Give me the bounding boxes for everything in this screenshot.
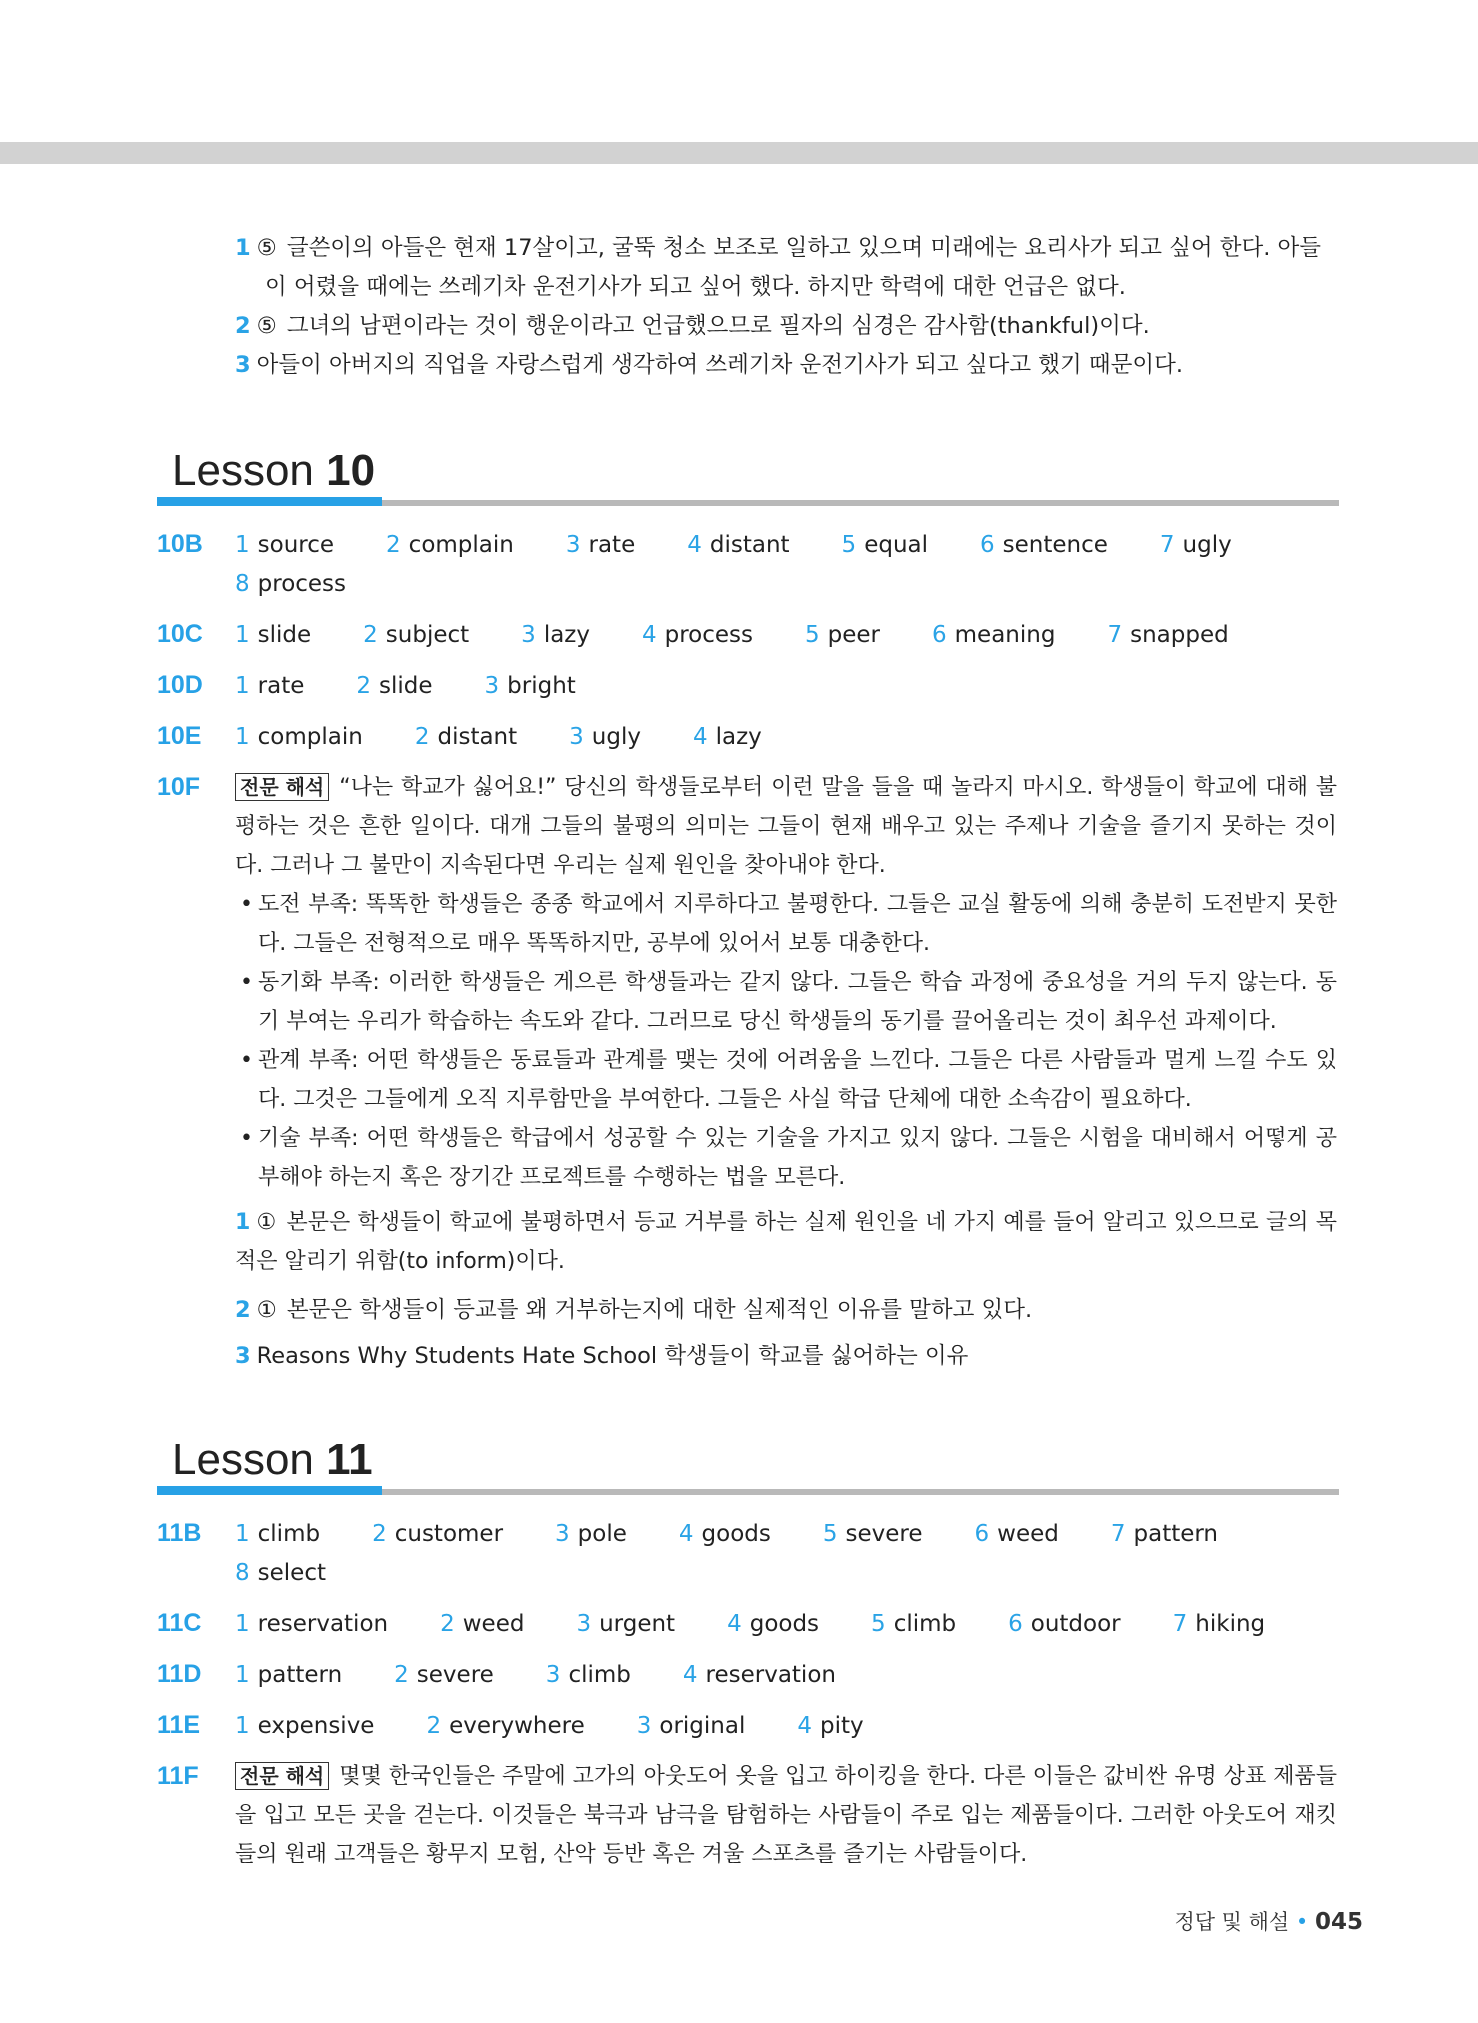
answer-number: 2: [356, 673, 371, 699]
answer-number: 1: [235, 724, 250, 750]
answer-text: slide: [257, 622, 312, 648]
answer-number: 4: [687, 532, 702, 558]
answer-text: pattern: [257, 1662, 343, 1688]
answer-number: 6: [974, 1521, 990, 1547]
answer-text: pattern: [1133, 1521, 1219, 1547]
answer-word: [235, 718, 363, 757]
answer-word: [485, 667, 576, 706]
answer-number: 7: [1110, 1521, 1126, 1547]
answer-number: 7: [1107, 622, 1123, 648]
answer-text: weed: [462, 1611, 525, 1637]
answer-word: [372, 1515, 503, 1554]
answer-text: distant: [437, 724, 518, 750]
bullet-item: • 기술 부족: 어떤 학생들은 학급에서 성공할 수 있는 기술을 가지고 있지 않다. 그들은 시험을 대비해서 어떻게 공부해야 하는지 혹은 장기간 프로젝트를 수행하는 법을 모른다.: [240, 1126, 1337, 1190]
exercise-code: 11C: [157, 1609, 202, 1637]
answer-word: [566, 526, 635, 565]
answer-row: [235, 1707, 1345, 1746]
answer-number: 2: [372, 1521, 387, 1547]
answer-word: [394, 1656, 494, 1695]
answer-text: sentence: [1002, 532, 1108, 558]
answer-row: [235, 526, 1345, 604]
answer-text: ugly: [1182, 532, 1232, 558]
answer-number: 1: [235, 532, 250, 558]
answer-word: [426, 1707, 584, 1746]
answer-word: [871, 1605, 956, 1644]
translation-paragraph: 전문 해석 “나는 학교가 싫어요!” 당신의 학생들로부터 이런 말을 들을 때 놀라지 마시오. 학생들이 학교에 대해 불평하는 것은 흔한 일이다. 대개 그들의 불평의 의미는 그들이 현재 배우고 있는 주제나 기술을 즐기지 못하는 것이다. 그러나 그 불만이 지속된다면 우리는 실제 원인을 찾아내야 한다.: [235, 775, 1337, 878]
answer-item: 1 ① 본문은 학생들이 학교에 불평하면서 등교 거부를 하는 실제 원인을 네 가지 예를 들어 알리고 있으므로 글의 목적은 알리기 위함(to inform)이다.: [235, 1210, 1337, 1274]
answer-text: climb: [893, 1611, 957, 1637]
answer-number: 3: [484, 673, 500, 699]
answer-word: [1111, 1515, 1218, 1554]
answer-number: 4: [641, 622, 657, 648]
answer-number: 1: [235, 673, 250, 699]
answer-word: [235, 616, 311, 655]
exercise-code: 11F: [157, 1762, 199, 1790]
answer-number: 6: [1008, 1611, 1023, 1637]
answer-word: [1107, 616, 1228, 655]
answer-number: 3: [576, 1611, 592, 1637]
answer-text: rate: [257, 673, 305, 699]
answer-number: 1: [235, 622, 250, 648]
answer-word: [235, 565, 346, 604]
answer-text: source: [257, 532, 335, 558]
answer-number: 4: [682, 1662, 698, 1688]
answer-word: [235, 1515, 320, 1554]
answer-text: complain: [257, 724, 363, 750]
answer-number: 7: [1159, 532, 1175, 558]
answer-word: [235, 1656, 342, 1695]
lesson-heading: Lesson 11: [172, 1435, 373, 1484]
answer-number: 3: [569, 724, 584, 750]
answer-number: 2: [394, 1662, 409, 1688]
answer-row: [235, 718, 1345, 757]
answer-item: 2 ① 본문은 학생들이 등교를 왜 거부하는지에 대한 실제적인 이유를 말하고 있다.: [235, 1297, 1033, 1323]
answer-text: reservation: [257, 1611, 389, 1637]
answer-number: 4: [797, 1713, 812, 1739]
answer-text: rate: [588, 532, 636, 558]
answer-row: [235, 1656, 1345, 1695]
bullet-item: • 관계 부족: 어떤 학생들은 동료들과 관계를 맺는 것에 어려움을 느낀다. 그들은 다른 사람들과 멀게 느낄 수도 있다. 그것은 그들에게 오직 지루함만을 부여한다. 그들은 사실 학급 단체에 대한 소속감이 필요하다.: [240, 1048, 1337, 1112]
answer-number: 5: [871, 1611, 886, 1637]
page-footer: 정답 및 해설 • 045: [1174, 1909, 1363, 1935]
exercise-code: 10D: [157, 671, 203, 699]
answer-word: [1160, 526, 1232, 565]
full-translation-tag: 전문 해석: [235, 1762, 329, 1790]
answer-text: weed: [997, 1521, 1059, 1547]
answer-word: [842, 526, 928, 565]
answer-number: 3: [636, 1713, 652, 1739]
answer-text: outdoor: [1030, 1611, 1121, 1637]
answer-text: lazy: [543, 622, 590, 648]
answer-word: [415, 718, 517, 757]
answer-text: complain: [408, 532, 514, 558]
page-number: 045: [1314, 1909, 1363, 1935]
answer-row: [235, 616, 1345, 655]
answer-text: process: [664, 622, 754, 648]
answer-word: [823, 1515, 923, 1554]
exercise-code: 10C: [157, 620, 203, 648]
answer-text: expensive: [257, 1713, 375, 1739]
header-band: [0, 142, 1478, 164]
answer-number: 5: [841, 532, 857, 558]
answer-word: [521, 616, 590, 655]
answer-word: [975, 1515, 1059, 1554]
answer-text: select: [257, 1560, 326, 1586]
answer-word: [363, 616, 469, 655]
answer-text: hiking: [1195, 1611, 1266, 1637]
answer-text: pity: [820, 1713, 864, 1739]
answer-number: 3: [565, 532, 581, 558]
answer-word: [683, 1656, 836, 1695]
answer-word: [235, 1707, 374, 1746]
exercise-code: 10F: [157, 773, 201, 801]
answer-row: [235, 1515, 1345, 1593]
translation-paragraph: 전문 해석 몇몇 한국인들은 주말에 고가의 아웃도어 옷을 입고 하이킹을 한다. 다른 이들은 값비싼 유명 상표 제품들을 입고 모든 곳을 걷는다. 이것들은 북극과 남극을 탐험하는 사람들이 주로 입는 제품들이다. 그러한 아웃도어 재킷들의 원래 고객들은 황무지 모험, 산악 등반 혹은 겨울 스포츠를 즐기는 사람들이다.: [235, 1764, 1337, 1867]
answer-number: 5: [805, 622, 820, 648]
answer-number: 3: [545, 1662, 561, 1688]
answer-text: lazy: [715, 724, 762, 750]
answer-word: [576, 1605, 675, 1644]
answer-word: [642, 616, 753, 655]
answer-word: [440, 1605, 524, 1644]
answer-text: bright: [507, 673, 576, 699]
answer-text: customer: [394, 1521, 504, 1547]
answer-word: [805, 616, 880, 655]
answer-word: [555, 1515, 627, 1554]
answer-word: [1173, 1605, 1266, 1644]
answer-text: climb: [568, 1662, 631, 1688]
answer-number: 4: [678, 1521, 694, 1547]
answer-row: [235, 1605, 1345, 1644]
answer-text: urgent: [599, 1611, 676, 1637]
answer-text: equal: [864, 532, 928, 558]
answer-text: snapped: [1130, 622, 1229, 648]
answer-text: goods: [749, 1611, 820, 1637]
answer-number: 6: [980, 532, 995, 558]
answer-text: pole: [577, 1521, 627, 1547]
answer-word: [1008, 1605, 1121, 1644]
answer-word: [679, 1515, 771, 1554]
answer-word: [235, 1554, 326, 1593]
answer-text: climb: [257, 1521, 321, 1547]
answer-word: [546, 1656, 631, 1695]
answer-word: [687, 526, 789, 565]
answer-word: [356, 667, 432, 706]
exercise-code: 11E: [157, 1711, 201, 1739]
answer-number: 1: [235, 1713, 250, 1739]
answer-text: reservation: [705, 1662, 836, 1688]
answer-number: 2: [363, 622, 378, 648]
answer-text: distant: [709, 532, 790, 558]
lesson-rule: [157, 497, 1339, 511]
answer-number: 3: [555, 1521, 570, 1547]
bullet-item: • 동기화 부족: 이러한 학생들은 게으른 학생들과는 같지 않다. 그들은 학습 과정에 중요성을 거의 두지 않는다. 동기 부여는 우리가 학습하는 속도와 같다. 그러므로 당신 학생들의 동기를 끌어올리는 것이 최우선 과제이다.: [240, 970, 1337, 1034]
exercise-code: 11D: [157, 1660, 202, 1688]
answer-text: process: [257, 571, 347, 597]
exercise-code: 10E: [157, 722, 202, 750]
answer-word: [569, 718, 641, 757]
answer-number: 1: [235, 1611, 250, 1637]
answer-text: goods: [701, 1521, 771, 1547]
answer-item: 3 아들이 아버지의 직업을 자랑스럽게 생각하여 쓰레기차 운전기사가 되고 싶다고 했기 때문이다.: [235, 352, 1183, 378]
answer-text: original: [659, 1713, 746, 1739]
answer-text: everywhere: [449, 1713, 585, 1739]
answer-word: [235, 1605, 388, 1644]
answer-number: 2: [426, 1713, 442, 1739]
answer-number: 1: [235, 1521, 250, 1547]
answer-number: 7: [1172, 1611, 1188, 1637]
lesson-rule: [157, 1486, 1339, 1500]
lesson-heading: Lesson 10: [172, 446, 376, 495]
answer-number: 2: [414, 724, 430, 750]
answer-continuation: 이 어렸을 때에는 쓰레기차 운전기사가 되고 싶어 했다. 하지만 학력에 대한 언급은 없다.: [265, 274, 1126, 300]
full-translation-tag: 전문 해석: [235, 773, 329, 801]
answer-number: 4: [727, 1611, 742, 1637]
answer-text: severe: [416, 1662, 494, 1688]
answer-word: [637, 1707, 746, 1746]
answer-text: ugly: [591, 724, 641, 750]
answer-number: 4: [692, 724, 708, 750]
answer-number: 8: [235, 1560, 250, 1586]
answer-item: 3 Reasons Why Students Hate School 학생들이 학교를 싫어하는 이유: [235, 1343, 969, 1369]
answer-word: [797, 1707, 863, 1746]
answer-number: 2: [440, 1611, 455, 1637]
answer-number: 1: [235, 1662, 250, 1688]
answer-item: 1 ⑤ 글쓴이의 아들은 현재 17살이고, 굴뚝 청소 보조로 일하고 있으며 미래에는 요리사가 되고 싶어 한다. 아들: [235, 235, 1322, 261]
exercise-code: 11B: [157, 1519, 202, 1547]
exercise-code: 10B: [157, 530, 203, 558]
answer-number: 6: [932, 622, 947, 648]
answer-text: severe: [845, 1521, 923, 1547]
answer-word: [235, 667, 304, 706]
answer-number: 2: [386, 532, 401, 558]
answer-item: 2 ⑤ 그녀의 남편이라는 것이 행운이라고 언급했으므로 필자의 심경은 감사함(thankful)이다.: [235, 313, 1150, 339]
answer-row: [235, 667, 1345, 706]
answer-word: [980, 526, 1108, 565]
answer-number: 3: [521, 622, 536, 648]
answer-word: [727, 1605, 819, 1644]
answer-text: peer: [827, 622, 881, 648]
answer-number: 5: [822, 1521, 838, 1547]
answer-word: [932, 616, 1055, 655]
answer-text: subject: [385, 622, 470, 648]
answer-word: [693, 718, 762, 757]
bullet-item: • 도전 부족: 똑똑한 학생들은 종종 학교에서 지루하다고 불평한다. 그들은 교실 활동에 의해 충분히 도전받지 못한다. 그들은 전형적으로 매우 똑똑하지만, 공부에 있어서 보통 대충한다.: [240, 892, 1337, 956]
answer-text: meaning: [954, 622, 1056, 648]
answer-word: [235, 526, 334, 565]
answer-word: [386, 526, 514, 565]
answer-text: slide: [379, 673, 433, 699]
answer-number: 8: [235, 571, 250, 597]
